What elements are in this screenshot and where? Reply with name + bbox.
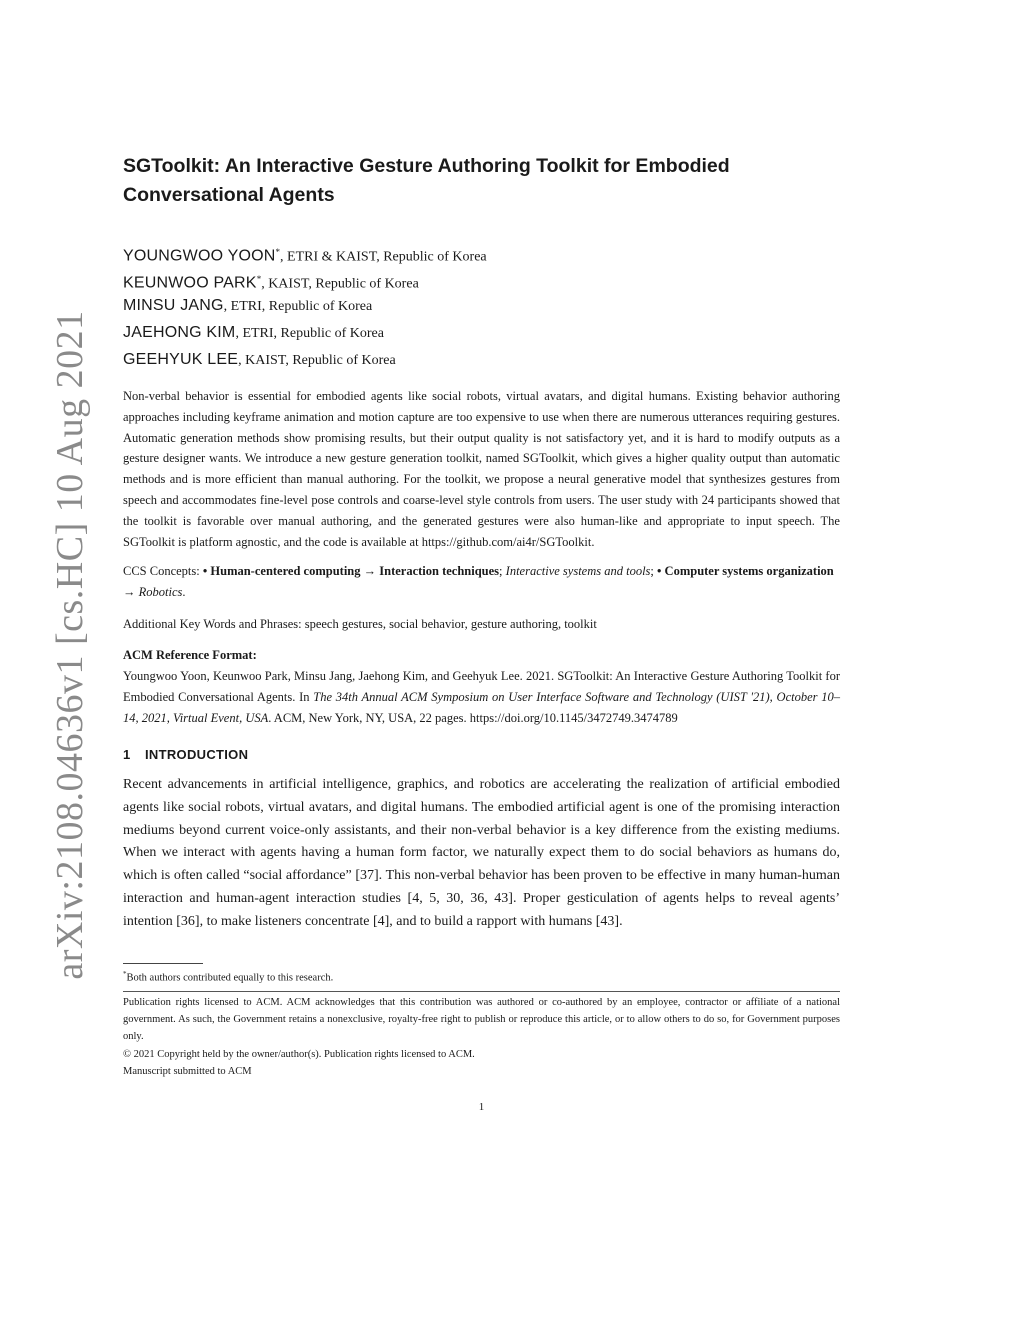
author-entry	[123, 295, 840, 322]
arxiv-identifier-stamp: arXiv:2108.04636v1 [cs.HC] 10 Aug 2021	[49, 310, 91, 980]
abstract: Non-verbal behavior is essential for embodied agents like social robots, virtual avatars, and digital humans. Existing behavior authoring approaches including keyframe animation and motion capture are too expensive to use when there are numerous utterances requiring gestures. Automatic generation methods show promising results, but their output quality is not satisfactory yet, and it is hard to modify outputs as a gesture designer wants. We introduce a new gesture generation toolkit, named SGToolkit, which gives a higher quality output than automatic methods and is more efficient than manual authoring. For the toolkit, we propose a neural generative model that synthesizes gestures from speech and accommodates fine-level pose controls and coarse-level style controls from users. The user study with 24 participants showed that the toolkit is favorable over manual authoring, and the generated gestures were also human-like and appropriate to input speech. The SGToolkit is platform agnostic, and the code is available at https://github.com/ai4r/SGToolkit.	[123, 389, 840, 549]
paper-title: SGToolkit: An Interactive Gesture Authoring Toolkit for Embodied Conversational Agents	[123, 155, 730, 206]
author-entry	[123, 268, 840, 295]
acm-reference-text: Youngwoo Yoon, Keunwoo Park, Minsu Jang, Jaehong Kim, and Geehyuk Lee. 2021. SGToolkit: An Interactive Gesture Authoring Toolkit for Embodied Conversational Agents. In	[123, 669, 840, 704]
acm-reference-label: ACM Reference Format:	[123, 648, 257, 662]
ccs-term: Interactive systems and tools	[505, 564, 651, 578]
footnote-text: Both authors contributed equally to this research.	[126, 972, 334, 984]
author-list	[123, 241, 840, 376]
acm-reference	[123, 666, 840, 728]
author-name: MINSU JANG	[123, 297, 224, 314]
acm-reference-venue: The 34th Annual ACM Symposium on User Interface Software and Technology (UIST '21), October 10–14, 2021, Virtual Event, USA	[123, 689, 840, 725]
introduction-paragraph: Recent advancements in artificial intelligence, graphics, and robotics are accelerating the realization of artificial embodied agents like social robots, virtual avatars, and digital humans. The embodied artificial agent is one of the promising interaction mediums beyond current voice-only assistants, and their non-verbal behavior is a key difference from the existing mediums. When we interact with agents having a human form factor, we naturally expect them to do social behaviors as humans do, which is often called “social affordance” [37]. This non-verbal behavior has been proven to be effective in many human-human interaction and human-agent interaction studies [4, 5, 30, 36, 43]. Proper gesticulation of agents helps to reveal agents’ intention [36], to make listeners concentrate [4], and to build a rapport with humans [43].	[123, 777, 840, 929]
author-name: JAEHONG KIM	[123, 324, 236, 341]
section-number: 1	[123, 747, 131, 762]
ccs-separator: ;	[499, 564, 506, 578]
ccs-label: CCS Concepts:	[123, 564, 203, 578]
rights-divider	[123, 991, 840, 992]
ccs-term: Human-centered computing → Interaction techniques	[210, 564, 500, 578]
author-entry	[123, 241, 840, 268]
footnote-divider	[123, 963, 203, 964]
publication-rights-notice: Publication rights licensed to ACM. ACM acknowledges that this contribution was authored or co-authored by an employee, contractor or affiliate of a national government. As such, the Government retains a nonexclusive, royalty-free right to publish or reproduce this article, or to allow others to do so, for Government purposes only.	[123, 997, 840, 1042]
author-name: KEUNWOO PARK	[123, 274, 257, 292]
page-number: 1	[478, 1101, 485, 1113]
copyright-notice: © 2021 Copyright held by the owner/author(s). Publication rights licensed to ACM.	[123, 1049, 475, 1060]
ccs-bullet: •	[202, 564, 211, 578]
author-entry	[123, 322, 840, 349]
ccs-term: Computer systems organization →	[123, 564, 834, 599]
ccs-term: Robotics	[138, 584, 183, 599]
author-equal-contribution-mark: *	[275, 247, 281, 257]
ccs-separator: ;	[650, 564, 658, 578]
author-affiliation: , ETRI & KAIST, Republic of Korea	[280, 249, 487, 265]
section-title: INTRODUCTION	[145, 747, 249, 762]
author-affiliation: , KAIST, Republic of Korea	[238, 353, 396, 368]
author-name: YOUNGWOO YOON	[123, 247, 276, 265]
footnote	[123, 967, 333, 986]
author-affiliation: , ETRI, Republic of Korea	[235, 326, 384, 341]
author-equal-contribution-mark: *	[256, 274, 262, 284]
manuscript-note: Manuscript submitted to ACM	[123, 1066, 252, 1077]
ccs-concepts	[123, 561, 840, 603]
acm-reference-text: . ACM, New York, NY, USA, 22 pages. https://doi.org/10.1145/3472749.3474789	[268, 710, 678, 725]
keywords: Additional Key Words and Phrases: speech gestures, social behavior, gesture authoring, toolkit	[123, 617, 597, 631]
footnote-mark: *	[123, 970, 127, 978]
author-affiliation: , KAIST, Republic of Korea	[261, 276, 419, 292]
author-entry	[123, 349, 840, 376]
author-name: GEEHYUK LEE	[123, 351, 239, 368]
ccs-end: .	[182, 584, 186, 599]
ccs-bullet: •	[657, 564, 665, 578]
author-affiliation: , ETRI, Republic of Korea	[223, 299, 373, 314]
section-heading	[123, 747, 248, 762]
